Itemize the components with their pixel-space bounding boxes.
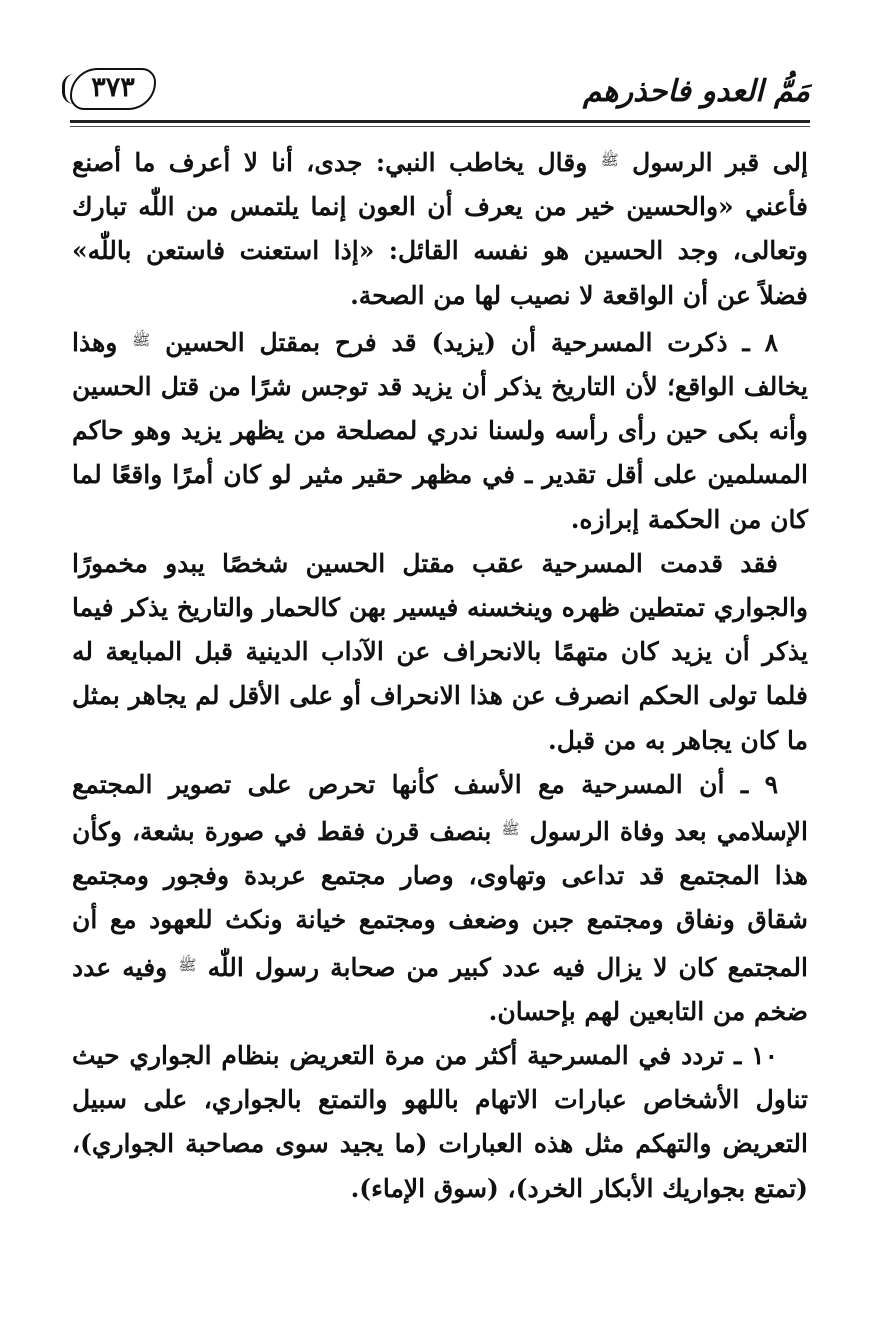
running-title: مَمُّ العدو فاحذرهم bbox=[582, 74, 810, 109]
paragraph-2: ٨ ـ ذكرت المسرحية أن (يزيد) قد فرح بمقتل الحسين $^ﷺ$ وهذا يخالف الواقع؛ لأن التاريخ يذكر أن يزيد قد توجس شرًا من قتل الحسين وأنه بكى حين رأى رأسه ولسنا ندري لمصلحة من يظهر يزيد وهو حاكم المسلمين على أقل تقدير ـ في مظهر حقير مثير لو كان أمرًا واقعًا لما كان من الحكمة إبرازه. bbox=[72, 327, 808, 534]
paragraph-1: إلى قبر الرسول $^ﷺ$ وقال يخاطب النبي: جدى، أنا لا أعرف ما أصنع فأعني «والحسين خير من يعرف أن العون إنما يلتمس من اللّٰه تبارك وتعالى، وجد الحسين هو نفسه القائل: «إذا استعنت فاستعن باللّٰه» فضلاً عن أن الواقعة لا نصيب لها من الصحة. bbox=[72, 148, 808, 310]
paragraph-5: ١٠ ـ تردد في المسرحية أكثر من مرة التعريض بنظام الجواري حيث تناول الأشخاص عبارات الاتهام باللهو والتمتع بالجواري، على سبيل التعريض والتهكم مثل هذه العبارات (ما يجيد سوى مصاحبة الجواري)، (تمتع بجواريك الأبكار الخرد)، (سوق الإماء). bbox=[72, 1041, 808, 1203]
honorific-saw-icon: ﷺ bbox=[501, 820, 520, 839]
body-text bbox=[72, 138, 808, 1211]
honorific-saw-icon: ﷺ bbox=[600, 151, 619, 169]
page-number: ٣٧٣ bbox=[70, 68, 156, 110]
honorific-saw-icon: ﷺ bbox=[178, 955, 197, 974]
honorific-as-icon: ﷺ bbox=[132, 330, 151, 349]
page-header bbox=[70, 60, 810, 122]
paragraph-4: ٩ ـ أن المسرحية مع الأسف كأنها تحرص على تصوير المجتمع الإسلامي بعد وفاة الرسول $^ﷺ$ بنصف قرن فقط في صورة بشعة، وكأن هذا المجتمع قد تداعى وتهاوى، وصار مجتمع عربدة وفجور ومجتمع شقاق ونفاق ومجتمع جبن وضعف ومجتمع خيانة ونكث للعهود مع أن المجتمع كان لا يزال فيه عدد كبير من صحابة رسول اللّٰه $^ﷺ$ وفيه عدد ضخم من التابعين لهم بإحسان. bbox=[72, 769, 809, 1026]
header-rule-thin bbox=[70, 126, 810, 127]
header-rule bbox=[70, 120, 810, 123]
paragraph-3: فقد قدمت المسرحية عقب مقتل الحسين شخصًا يبدو مخمورًا والجواري تمتطين ظهره وينخسنه فيسير بهن كالحمار والتاريخ يذكر فيما يذكر أن يزيد كان متهمًا بالانحراف عن الآداب الدينية قبل المبايعة له فلما تولى الحكم انصرف عن هذا الانحراف أو على الأقل لم يجاهر بمثل ما كان يجاهر به من قبل. bbox=[72, 548, 808, 755]
